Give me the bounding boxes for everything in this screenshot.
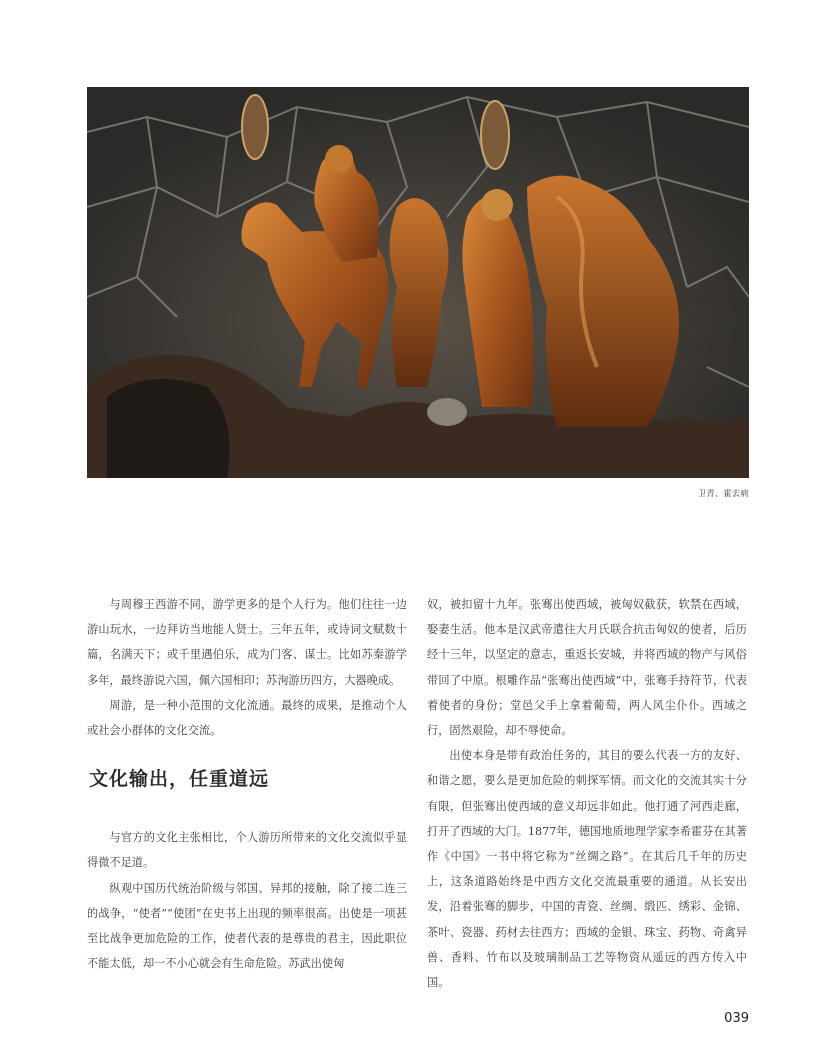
right-column xyxy=(427,592,747,995)
section-heading: 文化输出，任重道远 xyxy=(89,768,270,791)
page-number: 039 xyxy=(724,1011,749,1026)
paragraph: 纵观中国历代统治阶级与邻国、异邦的接触，除了接二连三的战争，“使者”“使团”在史书上出现的频率很高。出使是一项甚至比战争更加危险的工作，使者代表的是尊贵的君主，因此职位不能太低，却一不小心就会有生命危险。苏武出使匈 xyxy=(87,881,407,971)
paragraph-continuation: 奴，被扣留十九年。张骞出使西域，被匈奴截获，软禁在西域，娶妻生活。他本是汉武帝遣往大月氏联合抗击匈奴的使者，后历经十三年，以坚定的意志，重返长安城，并将西域的物产与风俗带回了中原。根雕作品“张骞出使西域”中，张骞手持符节，代表着使者的身份；堂邑父手上拿着葡萄，两人风尘仆仆。西域之行，固然艰险，却不辱使命。 xyxy=(427,598,747,738)
paragraph: 与官方的文化主张相比，个人游历所带来的文化交流似乎显得微不足道。 xyxy=(87,831,407,870)
photo-caption: 卫青、霍去病 xyxy=(698,489,749,498)
paragraph: 出使本身是带有政治任务的，其目的要么代表一方的友好、和谐之愿，要么是更加危险的刺探军情。而文化的交流其实十分有限，但张骞出使西域的意义却远非如此。他打通了河西走廊，打开了西域的大门。1877年，德国地质地理学家李希霍芬在其著作《中国》一书中将它称为“丝绸之路”。在其后几千年的历史上，这条道路始终是中西方文化交流最重要的通道。从长安出发，沿着张骞的脚步，中国的青瓷、丝绸、缎匹、绣彩、金锦、茶叶、瓷器、药材去往西方；西域的金银、珠宝、药物、奇禽异兽、香料、竹布以及玻璃制品工艺等物资从遥远的西方传入中国。 xyxy=(427,749,747,990)
paragraph: 周游，是一种小范围的文化流通。最终的成果，是推动个人或社会小群体的文化交流。 xyxy=(87,698,407,738)
root-carving-image xyxy=(87,87,749,478)
plaque-left xyxy=(242,95,268,159)
article-photo xyxy=(87,87,749,478)
left-column xyxy=(87,592,407,976)
plaque-right xyxy=(481,101,509,169)
paragraph: 与周穆王西游不同，游学更多的是个人行为。他们往往一边游山玩水，一边拜访当地能人贤士。三年五年，或诗词文赋数十篇，名满天下；或千里遇伯乐，成为门客、谋士。比如苏秦游学多年，最终游说六国，佩六国相印；苏洵游历四方，大器晚成。 xyxy=(87,598,407,687)
